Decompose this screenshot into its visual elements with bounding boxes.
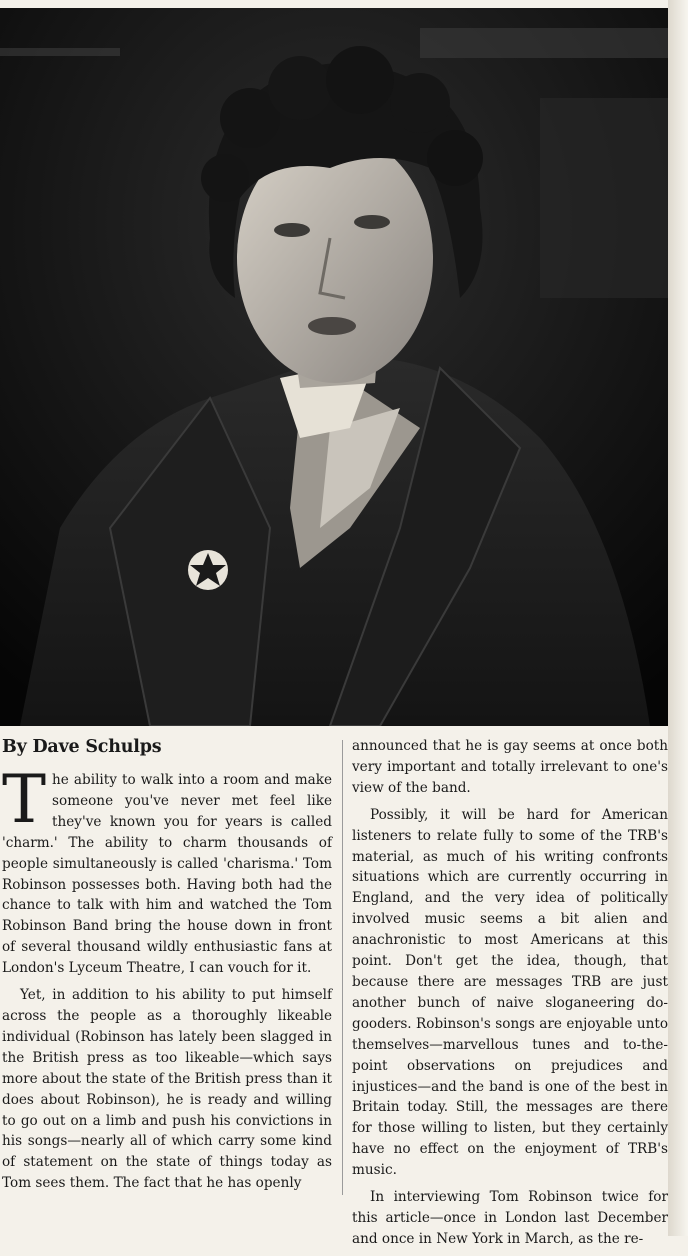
article-column-left [2, 761, 332, 1200]
column-divider [342, 740, 343, 1195]
portrait-photo [0, 8, 668, 726]
article-paragraph: Possibly, it will be hard for American listeners to relate fully to some of the TRB's material, as much of his writing confronts situations which are currently occurring in England, and the very idea of politically involved music seems a bit alien and anachronistic to most Americans at this point. Don't get the idea, though, that because there are messages TRB are just another bunch of naive sloganeering do-gooders. Robinson's songs are enjoyable unto themselves—marvellous tunes and to-the-point observations on prejudices and injustices—and the band is one of the best in Britain today. Still, the messages are there for those willing to listen, but they certainly have no effect on the enjoyment of TRB's music. [352, 806, 668, 1179]
drop-cap: T [2, 761, 47, 838]
article-paragraph: announced that he is gay seems at once both very important and totally irrelevant to one's view of the band. [352, 738, 668, 796]
article-paragraph [2, 761, 332, 979]
article-paragraph: In interviewing Tom Robinson twice for this article—once in London last December and once in New York in March, as the re- [352, 1189, 668, 1247]
article-column-right [352, 736, 668, 1256]
paragraph-text: he ability to walk into a room and make someone you've never met feel like they've known you for years is called 'charm.' The ability to charm thousands of people simultaneously is called 'charisma.' Tom Robinson possesses both. Having both had the chance to talk with him and watched the Tom Robinson Band bring the house down in front of several thousand wildly enthusiastic fans at London's Lyceum Theatre, I can vouch for it. [2, 772, 332, 977]
article-paragraph: Yet, in addition to his ability to put himself across the people as a thoroughly likeable individual (Robinson has lately been slagged in the British press as too likeable—which says more about the state of the British press than it does about Robinson), he is ready and willing to go out on a limb and push his convictions in his songs—nearly all of which carry some kind of statement on the state of things today as Tom sees them. The fact that he has openly [2, 987, 332, 1192]
page-edge [668, 0, 688, 1236]
byline: By Dave Schulps [2, 737, 162, 757]
portrait-illustration [0, 8, 668, 726]
